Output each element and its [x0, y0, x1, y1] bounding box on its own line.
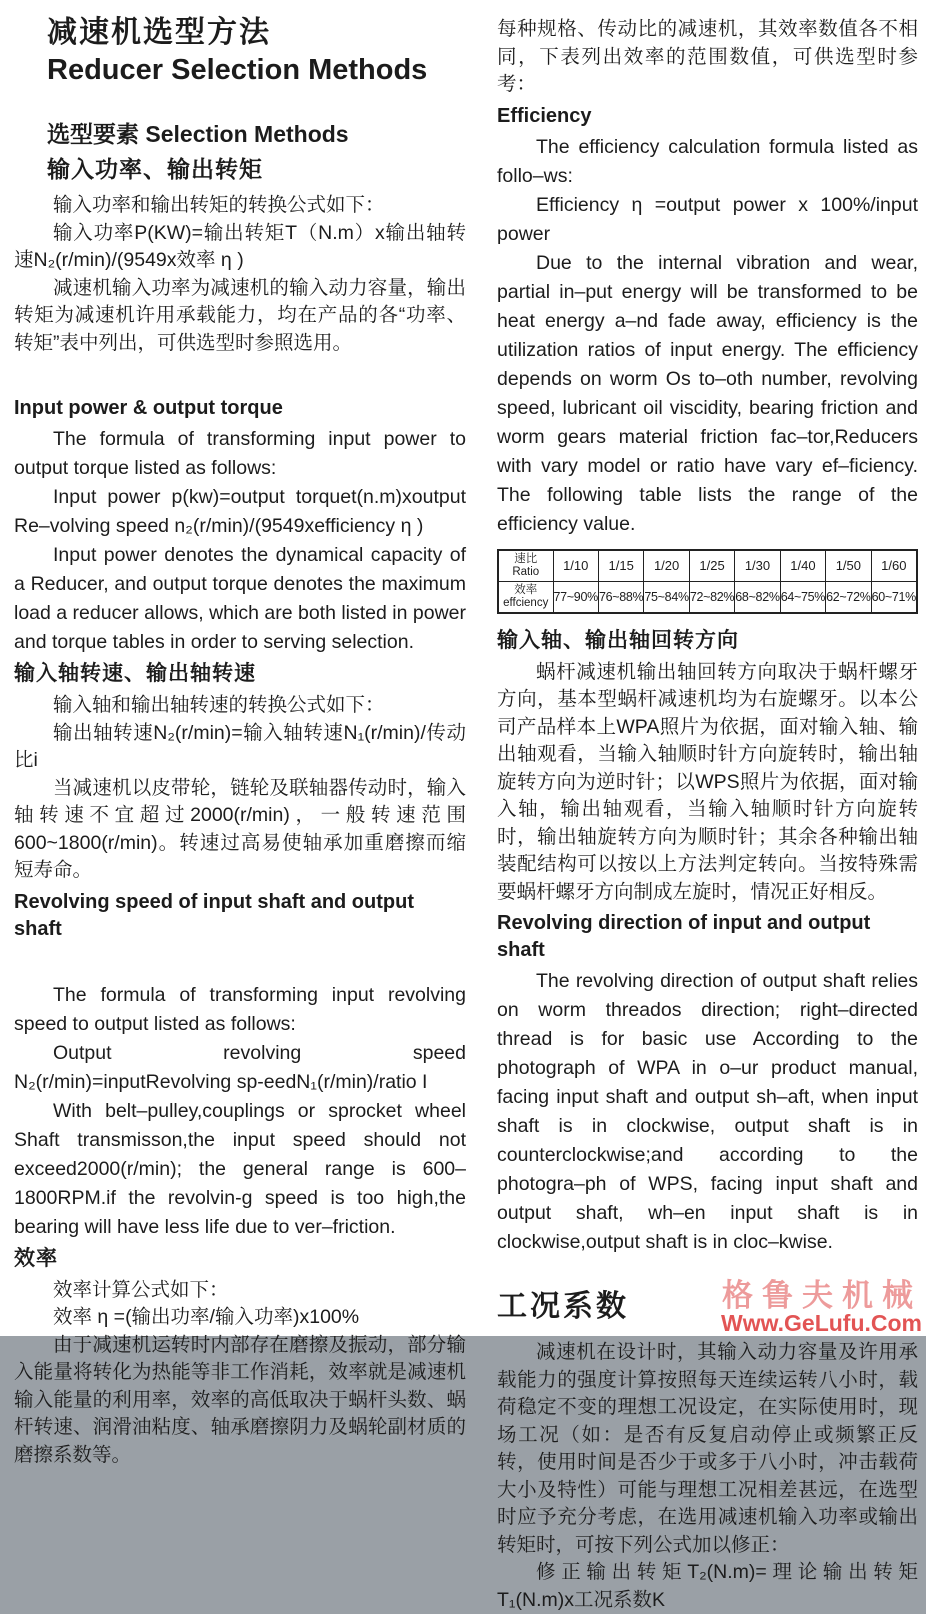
- right-column: [497, 16, 918, 1614]
- para-efficiency-table-intro-cn: 每种规格、传动比的减速机，其效率数值各不相同，下表列出效率的范围数值，可供选型时参考：: [497, 18, 918, 95]
- table-row-efficiency: [498, 581, 917, 613]
- efficiency-label-zh: 效率: [514, 583, 538, 596]
- heading-efficiency-cn: 效率: [14, 1246, 58, 1270]
- ratio-value: 1/50: [826, 550, 871, 582]
- heading-shaft-speed-cn: 输入轴转速、输出轴转速: [14, 662, 256, 685]
- ratio-label-en: Ratio: [512, 565, 540, 578]
- heading-input-power-output-torque-en: Input power & output torque: [14, 397, 283, 419]
- para-speed-description-en: With belt–pulley,couplings or sprocket wheel Shaft transmisson,the input speed should not exceed2000(r/min); the general range is 600–1800RPM.if the revolvin-g speed is too high,the bearing will have less life due to ver–friction.: [14, 1099, 466, 1238]
- para-formula-intro-cn: 输入功率和输出转矩的转换公式如下：: [53, 194, 385, 216]
- para-power-description-cn: 减速机输入功率为减速机的输入动力容量，输出转矩为减速机许用承载能力，均在产品的各“功率、转矩”表中列出，可供选型时参照选用。: [14, 276, 466, 354]
- para-input-power-formula-en: Input power p(kw)=output torquet(n.m)xoutput Re–volving speed n₂(r/min)/(9549xefficiency η ): [14, 486, 466, 537]
- ratio-value: 1/10: [553, 550, 598, 582]
- para-speed-formula-en: Output revolving speed N₂(r/min)=inputRevolving sp-eedN₁(r/min)/ratio I: [14, 1041, 466, 1093]
- efficiency-value: 62~72%: [826, 581, 871, 613]
- ratio-value: 1/40: [780, 550, 825, 582]
- efficiency-header-cell: [498, 581, 553, 613]
- page-title-chinese: 减速机选型方法: [47, 16, 271, 49]
- heading-shaft-speed-en: Revolving speed of input shaft and output shaft: [14, 890, 414, 940]
- para-power-description-en: Input power denotes the dynamical capacity of a Reducer, and output torque denotes the maximum load a reducer allows, which are both listed in power and torque tables in order to serving selection.: [14, 544, 466, 653]
- para-efficiency-description-en: Due to the internal vibration and wear, partial in–put energy will be transformed to be heat energy a–nd fade away, efficiency is the utilization ratios of input energy. The efficiency depends on worm Os to–oth number, revolving speed, lubricant oil viscidity, bearing friction and worm gears material friction fac–tor,Reducers with vary model or ratio have vary ef–ficiency. The following table lists the range of the efficiency value.: [497, 251, 918, 535]
- ratio-value: 1/15: [598, 550, 643, 582]
- para-speed-formula-cn: 输出轴转速N₂(r/min)=输入轴转速N₁(r/min)/传动比i: [14, 721, 466, 771]
- left-column: [14, 14, 466, 1469]
- efficiency-value: 75~84%: [644, 581, 689, 613]
- para-service-factor-description-cn: 减速机在设计时，其输入动力容量及许用承载能力的强度计算按照每天连续运转八小时，载荷稳定不变的理想工况设定，在实际使用时，现场工况（如：是否有反复启动停止或频繁正反转，使用时间是否少于或多于八小时，冲击载荷大小及特性）可能与理想工况相差甚远，在选型时应予充分考虑，在选用减速机输入功率或输出转矩时，可按下列公式加以修正：: [497, 1341, 918, 1556]
- efficiency-label-en: effciency: [503, 596, 549, 609]
- efficiency-table: [497, 549, 918, 614]
- para-efficiency-intro-cn: 效率计算公式如下：: [53, 1278, 229, 1301]
- watermark-url-text: Www.GeLufu.Com: [720, 1310, 922, 1336]
- para-speed-intro-cn: 输入轴和输出轴转速的转换公式如下：: [53, 694, 385, 716]
- heading-input-power-output-torque-cn: 输入功率、输出转矩: [47, 156, 263, 182]
- ratio-value: 1/20: [644, 550, 689, 582]
- efficiency-value: 77~90%: [553, 581, 598, 613]
- heading-rotation-direction-cn: 输入轴、输出轴回转方向: [497, 628, 739, 652]
- para-speed-description-cn: 当减速机以皮带轮，链轮及联轴器传动时，输入轴转速不宜超过2000(r/min)，一般转速范围600~1800(r/min)。转速过高易使轴承加重磨擦而缩短寿命。: [14, 776, 466, 881]
- efficiency-value: 60~71%: [871, 581, 917, 613]
- para-efficiency-description-cn: 由于减速机运转时内部存在磨擦及振动，部分输入能量将转化为热能等非工作消耗，效率就是减速机输入能量的利用率，效率的高低取决于蜗杆头数、蜗杆转速、润滑油粘度、轴承磨擦阴力及蜗轮副材质的磨擦系数等。: [14, 1333, 466, 1466]
- para-rotation-direction-en: The revolving direction of output shaft relies on worm threados direction; right–directed thread is for basic use According to the photograph of WPA in o–ur product manual, facing input shaft and output sh–aft, when input shaft is in clockwise, output shaft is in counterclockwise;and according to the photogra–ph of WPS, facing input shaft and output shaft, wh–en input shaft is in clockwise,output shaft is in cloc–kwise.: [497, 970, 918, 1253]
- para-efficiency-formula-cn: 效率 η =(输出功率/输入功率)x100%: [53, 1306, 360, 1328]
- ratio-value: 1/25: [689, 550, 734, 582]
- efficiency-value: 72~82%: [689, 581, 734, 613]
- para-formula-intro-en: The formula of transforming input power to output torque listed as follows:: [14, 428, 466, 479]
- heading-rotation-direction-en: Revolving direction of input and output shaft: [497, 912, 871, 961]
- para-rotation-direction-cn: 蜗杆减速机输出轴回转方向取决于蜗杆螺牙方向，基本型蜗杆减速机均为右旋螺牙。以本公司产品样本上WPA照片为依据，面对输入轴、输出轴观看，当输入轴顺时针方向旋转时，输出轴旋转方向为逆时针；以WPS照片为依据，面对输入轴，输出轴观看，当输入轴顺时针方向旋转时，输出轴旋转方向为顺时针；其余各种输出轴装配结构可以按以上方法判定转向。当按特殊需要蜗杆螺牙方向制成左旋时，情况正好相反。: [497, 660, 918, 903]
- efficiency-value: 64~75%: [780, 581, 825, 613]
- para-input-power-formula-cn: 输入功率P(KW)=输出转矩T（N.m）x输出轴转速N₂(r/min)/(9549x效率 η ): [14, 221, 466, 271]
- para-efficiency-formula-en: Efficiency η =output power x 100%/input power: [497, 193, 918, 245]
- ratio-header-cell: [498, 550, 553, 582]
- heading-service-factor-cn: 工况系数: [497, 1290, 629, 1323]
- watermark-brand-text: 格鲁夫机械: [722, 1278, 922, 1313]
- ratio-value: 1/60: [871, 550, 917, 582]
- heading-efficiency-en: Efficiency: [497, 104, 592, 127]
- efficiency-value: 68~82%: [735, 581, 780, 613]
- ratio-label-zh: 速比: [514, 552, 538, 565]
- para-speed-intro-en: The formula of transforming input revolving speed to output listed as follows:: [14, 983, 466, 1035]
- para-service-factor-formula-cn: 修正输出转矩T₂(N.m)=理论输出转矩T₁(N.m)x工况系数K: [497, 1561, 918, 1611]
- heading-selection-methods: 选型要素 Selection Methods: [47, 121, 349, 147]
- table-row-ratio: [498, 550, 917, 582]
- ratio-value: 1/30: [735, 550, 780, 582]
- page-title-english: Reducer Selection Methods: [47, 54, 428, 86]
- efficiency-value: 76~88%: [598, 581, 643, 613]
- para-efficiency-intro-en: The efficiency calculation formula listed as follo–ws:: [497, 135, 918, 187]
